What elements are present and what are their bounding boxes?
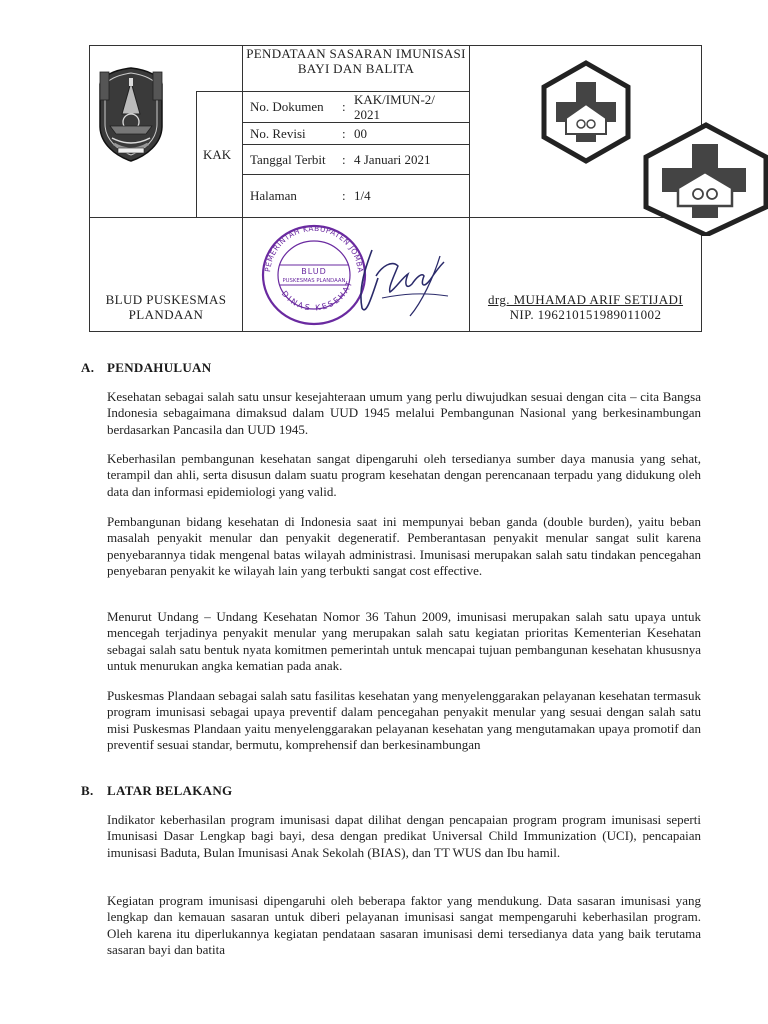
stamp-center-line1: BLUD xyxy=(301,267,327,276)
issue-date-label: Tanggal Terbit xyxy=(250,152,326,167)
issue-date-value: 4 Januari 2021 xyxy=(354,152,431,167)
section-b-letter: B. xyxy=(81,783,94,798)
puskesmas-logo-large xyxy=(642,122,768,241)
paragraph: Menurut Undang – Undang Kesehatan Nomor 36 Tahun 2009, imunisasi merupakan salah satu upaya untuk mencegah terjadinya penyakit menular yang merupakan salah satu kegiatan prioritas Kementerian Kesehatan sebagai salah satu bentuk nyata komitmen pemerintah untuk mencapai tujuan pembangunan kesehatan khususnya untuk menurukan angka kematian pada anak. xyxy=(107,609,701,673)
signer-nip: NIP. 196210151989011002 xyxy=(509,307,662,322)
page-value: 1/4 xyxy=(354,188,371,203)
paragraph: Kesehatan sebagai salah satu unsur kesejahteraan umum yang perlu diwujudkan sesuai dengan cita – cita Bangsa Indonesia sebagaimana dimaksud dalam UUD 1945 melalui Pembangunan Nasional yang berkesinambungan berdasarkan Pancasila dan UUD 1945. xyxy=(107,389,701,437)
header-divider-h3 xyxy=(242,144,470,145)
section-a-letter: A. xyxy=(81,360,95,375)
header-divider-h2 xyxy=(242,122,470,123)
document-title-line2: BAYI DAN BALITA xyxy=(297,61,415,76)
stamp-center-line2: PUSKESMAS PLANDAAN xyxy=(282,278,346,284)
doc-number-value-line2: 2021 xyxy=(354,107,380,122)
revision-value: 00 xyxy=(354,126,367,141)
section-a-heading xyxy=(81,360,211,376)
doc-number-sep: : xyxy=(342,99,346,114)
page-label: Halaman xyxy=(250,188,297,203)
regency-emblem-logo xyxy=(96,64,166,164)
paragraph: Keberhasilan pembangunan kesehatan sangat dipengaruhi oleh tersedianya sumber daya manusia yang sehat, terampil dan ahli, serta disusun dalam suatu program kesehatan dengan perencanaan terpadu yang didukung oleh data dan informasi epidemiologi yang valid. xyxy=(107,451,701,499)
signer-name: drg. MUHAMAD ARIF SETIJADI xyxy=(487,292,684,307)
page-sep: : xyxy=(342,188,346,203)
paragraph: Pembangunan bidang kesehatan di Indonesia saat ini mempunyai beban ganda (double burden), yaitu beban masalah penyakit menular dan penyakit degeneratif. Pemberantasan penyakit menular sangat sulit karena penyebarannya tidak mengenal batas wilayah administrasi. Imunisasi merupakan salah satu tindakan pencegahan penyebaran penyakit ke wilayah lain yang terbukti sangat cost effective. xyxy=(107,514,701,578)
revision-label: No. Revisi xyxy=(250,126,306,141)
stamp-ring-bottom-text: DINAS KESEHAT xyxy=(279,279,355,313)
issue-date-sep: : xyxy=(342,152,346,167)
puskesmas-logo xyxy=(540,60,632,169)
header-divider-h4 xyxy=(242,174,470,175)
header-divider-v2 xyxy=(242,45,243,332)
paragraph: Puskesmas Plandaan sebagai salah satu fasilitas kesehatan yang menyelenggarakan pelayanan kesehatan termasuk program imunisasi sebagai upaya preventif dalam pencegahan penyakit menular yang sesuai dengan salah satu misi Puskesmas Plandaan yaitu menyelenggarakan pelayanan kesehatan yang mengutamakan upaya promotif dan preventif sesuai standar, bermutu, komprehensif dan berkesinambungan xyxy=(107,688,701,752)
stamp-ring-top-text: PEMERINTAH KABUPATEN JOMBA xyxy=(263,223,366,274)
doc-number-value-line1: KAK/IMUN-2/ xyxy=(354,92,435,107)
paragraph: Kegiatan program imunisasi dipengaruhi oleh beberapa faktor yang mendukung. Data sasaran imunisasi yang lengkap dan kemauan sasaran untuk diberi pelayanan imunisasi sangat mempengaruhi keberhasilan program. Oleh karena itu diperlukannya kegiatan pendataan sasaran imunisasi demi tersedianya data yang baik terutama sasaran bayi dan batita xyxy=(107,893,701,957)
document-title-line1: PENDATAAN SASARAN IMUNISASI xyxy=(246,46,466,61)
header-divider-v3 xyxy=(469,45,470,332)
section-b-title: LATAR BELAKANG xyxy=(107,783,233,798)
document-type-label: KAK xyxy=(203,147,232,162)
header-divider-h5 xyxy=(89,217,702,218)
section-b-heading xyxy=(81,783,232,799)
org-name-line1: BLUD PUSKESMAS xyxy=(105,292,227,307)
header-divider-v1 xyxy=(196,91,197,217)
paragraph: Indikator keberhasilan program imunisasi dapat dilihat dengan pencapaian program program imunisasi seperti Imunisasi Dasar Lengkap bagi bayi, desa dengan predikat Universal Child Immunization (UCI), pencapaian imunisasi Baduta, Bulan Imunisasi Anak Sekolah (BIAS), dan TT WUS dan Ibu hamil. xyxy=(107,812,701,860)
handwritten-signature xyxy=(352,236,452,331)
section-a-title: PENDAHULUAN xyxy=(107,360,212,375)
revision-sep: : xyxy=(342,126,346,141)
org-name-line2: PLANDAAN xyxy=(128,307,204,322)
doc-number-label: No. Dokumen xyxy=(250,99,324,114)
